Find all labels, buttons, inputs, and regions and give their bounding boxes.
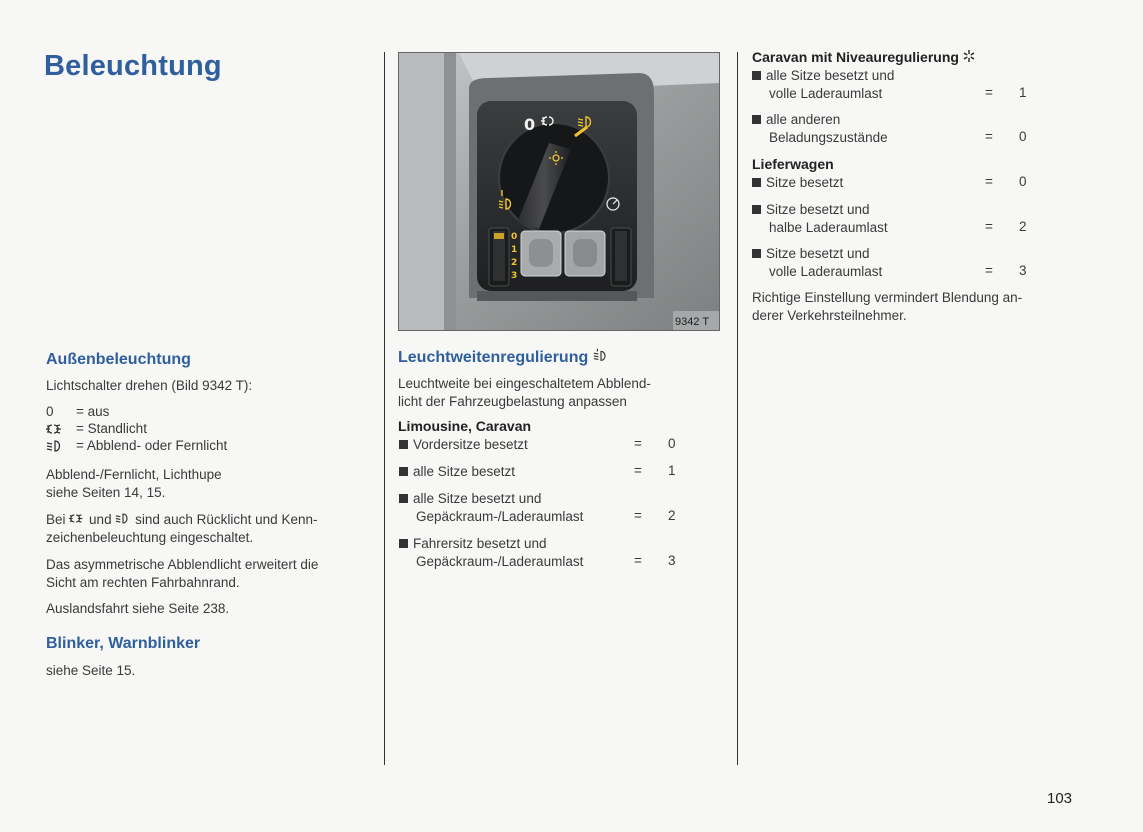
headlight-icon [115, 512, 131, 527]
list-item: alle Sitze besetzt und Gepäckraum-/Laderaumlast [399, 490, 583, 525]
paragraph-blinker: siehe Seite 15. [46, 663, 136, 678]
headlight-icon [46, 438, 76, 453]
equals-sign: = [985, 263, 993, 278]
symbol-zero: 0 [46, 404, 54, 419]
list-item: Sitze besetzt und volle Laderaumlast [752, 245, 882, 280]
parking-light-icon [69, 512, 85, 527]
setting-value: 0 [1019, 129, 1027, 144]
legend-text: aus [87, 404, 110, 419]
list-item: alle Sitze besetzt und volle Laderaumlast [752, 67, 894, 102]
legend-row-parking: = Standlicht [46, 421, 147, 436]
subheading-caravan-niveau: Caravan mit Niveauregulierung [752, 49, 975, 65]
setting-value: 2 [1019, 219, 1027, 234]
paragraph-asymmetrisch: Das asymmetrische Abblendlicht erweitert die Sicht am rechten Fahrbahnrand. [46, 557, 319, 590]
legend-text: Abblend- oder Fernlicht [86, 438, 228, 453]
list-item: Fahrersitz besetzt und Gepäckraum-/Laderaumlast [399, 535, 583, 570]
paragraph-ruecklicht: Bei und sind auch Rücklicht und Kenn- zeichenbeleuchtung eingeschaltet. [46, 512, 318, 545]
wheel-number: 1 [511, 245, 518, 255]
equals-sign: = [985, 129, 993, 144]
intro-text: Lichtschalter drehen (Bild 9342 T): [46, 378, 253, 393]
bullet [399, 467, 408, 476]
setting-value: 0 [1019, 174, 1027, 189]
bullet [752, 71, 761, 80]
bullet [399, 440, 408, 449]
equals-sign: = [634, 553, 642, 568]
setting-value: 2 [668, 508, 676, 523]
leuchtweite-intro: Leuchtweite bei eingeschaltetem Abblend- licht der Fahrzeugbelastung anpassen [398, 376, 651, 409]
dial-zero-label: 0 [524, 115, 536, 134]
wheel-number: 2 [511, 258, 518, 268]
bullet [399, 494, 408, 503]
note-blendung: Richtige Einstellung vermindert Blendung an- derer Verkehrsteilnehmer. [752, 290, 1023, 323]
wheel-number: 3 [511, 271, 518, 281]
legend-row-off: 0 = aus [46, 404, 110, 419]
page-number: 103 [1047, 790, 1073, 807]
legend-row-headlight: = Abblend- oder Fernlicht [46, 438, 227, 453]
bullet [399, 539, 408, 548]
parking-light-icon [46, 421, 76, 436]
setting-value: 1 [1019, 85, 1027, 100]
list-item: Sitze besetzt und halbe Laderaumlast [752, 201, 888, 236]
setting-value: 3 [1019, 263, 1027, 278]
equals-sign: = [634, 436, 642, 451]
list-item: alle anderen Beladungszustände [752, 111, 888, 146]
equals-sign: = [634, 508, 642, 523]
setting-value: 0 [668, 436, 676, 451]
light-switch-illustration [399, 53, 719, 330]
bullet [752, 178, 761, 187]
figure-caption: 9342 T [675, 316, 710, 328]
bullet [752, 249, 761, 258]
setting-value: 3 [668, 553, 676, 568]
column-divider-left [384, 52, 385, 765]
light-switch-photo [398, 52, 720, 331]
subheading-lieferwagen: Lieferwagen [752, 156, 834, 172]
bullet [752, 115, 761, 124]
bullet [752, 205, 761, 214]
paragraph-auslandsfahrt: Auslandsfahrt siehe Seite 238. [46, 601, 230, 616]
list-item: alle Sitze besetzt [399, 463, 515, 481]
section-heading-leuchtweite: Leuchtweitenregulierung [398, 348, 609, 367]
list-item: Vordersitze besetzt [399, 436, 528, 454]
paragraph-abblendlicht: Abblend-/Fernlicht, Lichthupe siehe Seiten 14, 15. [46, 467, 222, 500]
subheading-limousine: Limousine, Caravan [398, 418, 532, 434]
list-item: Sitze besetzt [752, 174, 843, 192]
wheel-number: 0 [511, 232, 518, 242]
legend-text: Standlicht [87, 421, 147, 436]
equals-sign: = [985, 219, 993, 234]
equals-sign: = [985, 174, 993, 189]
equals-sign: = [634, 463, 642, 478]
page-title: Beleuchtung [44, 50, 222, 82]
column-divider-right [737, 52, 738, 765]
setting-value: 1 [668, 463, 676, 478]
section-heading-aussenbeleuchtung: Außenbeleuchtung [46, 351, 191, 368]
headlight-range-icon [593, 349, 609, 366]
asterisk-icon [963, 49, 975, 65]
section-heading-blinker: Blinker, Warnblinker [46, 635, 201, 652]
equals-sign: = [985, 85, 993, 100]
